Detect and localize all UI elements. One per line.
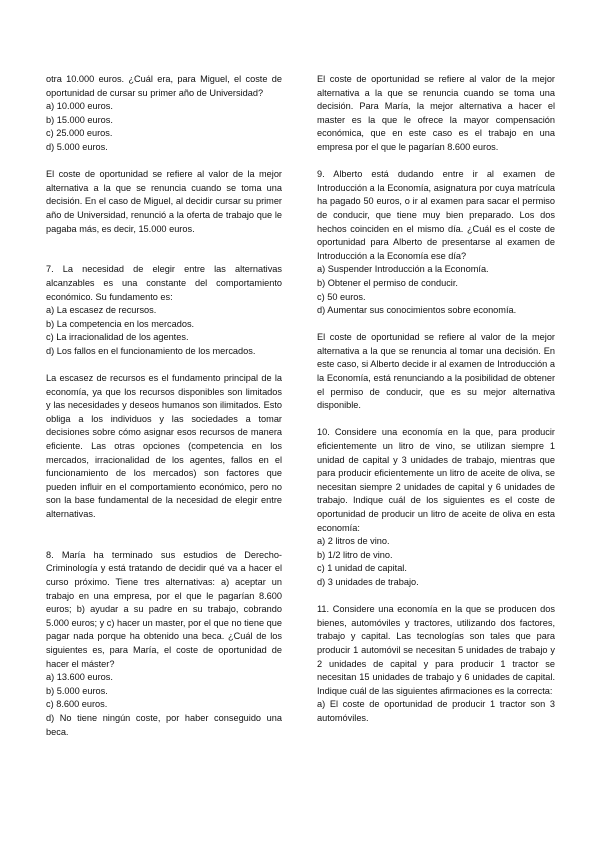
question-10: 10. Considere una economía en la que, para producir eficientemente un litro de vino, se utilizan siempre 1 unidad de capital y 3 unidades de trabajo, mientras que para producir eficientemente un litro de aceite de oliva, se necesitan siempre 2 unidades de capital y 6 unidades de trabajo. Indique cuál de los siguientes es el coste de oportunidad de producir un litro de aceite de oliva en esta economía: <box>317 427 555 533</box>
q7-option-c: c) La irracionalidad de los agentes. <box>46 332 189 343</box>
q6-option-c: c) 25.000 euros. <box>46 128 113 139</box>
q10-option-c: c) 1 unidad de capital. <box>317 563 407 574</box>
question-11: 11. Considere una economía en la que se producen dos bienes, automóviles y tractores, utilizando dos factores, trabajo y capital. Las tecnologías son tales que para producir 1 automóvil se necesitan 5 unidades de trabajo y 2 unidades de capital y para producir 1 tractor se necesitan 15 unidades de trabajo y 6 unidades de capital. Indique cuál de las siguientes afirmaciones es la correcta: <box>317 604 555 696</box>
q9-option-d: d) Aumentar sus conocimientos sobre economía. <box>317 305 517 316</box>
q8-option-d: d) No tiene ningún coste, por haber conseguido una beca. <box>46 712 282 737</box>
q9-option-c: c) 50 euros. <box>317 291 366 302</box>
q7-option-b: b) La competencia en los mercados. <box>46 318 195 329</box>
q6-option-d: d) 5.000 euros. <box>46 141 108 152</box>
q7-option-d: d) Los fallos en el funcionamiento de los mercados. <box>46 345 256 356</box>
q6-option-a: a) 10.000 euros. <box>46 101 113 112</box>
q8-option-b: b) 5.000 euros. <box>46 685 108 696</box>
q7-option-a: a) La escasez de recursos. <box>46 305 157 316</box>
q6-option-b: b) 15.000 euros. <box>46 114 113 125</box>
q7-explanation: La escasez de recursos es el fundamento principal de la economía, ya que los recursos disponibles son limitados y las necesidades y deseos humanos son ilimitados. Esto obliga a los individuos y las sociedades a tomar decisiones sobre cómo asignar esos recursos de manera eficiente. Las otras opciones (competencia en los mercados, irracionalidad de los agentes, fallos en el funcionamiento de los mercados) son factores que pueden influir en el comportamiento económico, pero no son la base fundamental de la necesidad de elegir entre alternativas. <box>46 373 282 519</box>
q11-option-a: a) El coste de oportunidad de producir 1 tractor son 3 automóviles. <box>317 699 555 723</box>
right-column <box>317 73 555 726</box>
q10-option-d: d) 3 unidades de trabajo. <box>317 576 419 587</box>
q10-option-a: a) 2 litros de vino. <box>317 536 390 547</box>
question-7: 7. La necesidad de elegir entre las alternativas alcanzables es una constante del comportamiento económico. Su fundamento es: <box>46 264 282 302</box>
question-9: 9. Alberto está dudando entre ir al examen de Introducción a la Economía, asignatura por cuya matrícula ha pagado 50 euros, o ir al examen para sacar el permiso de conducir, que tiene muy bien preparado. Los dos hechos coinciden en el mismo día. ¿Cuál es el coste de oportunidad para Alberto de presentarse al examen de Introducción a la Economía ese día? <box>317 169 555 261</box>
q10-option-b: b) 1/2 litro de vino. <box>317 549 393 560</box>
q8-option-a: a) 13.600 euros. <box>46 672 113 683</box>
q9-explanation: El coste de oportunidad se refiere al valor de la mejor alternativa a la que se renuncia al tomar una decisión. En este caso, si Alberto decide ir al examen de Introducción a la Economía, está renunciando a la posibilidad de obtener el permiso de conducir, que es su mejor alternativa disponible. <box>317 332 555 411</box>
q9-option-a: a) Suspender Introducción a la Economía. <box>317 264 489 275</box>
q9-option-b: b) Obtener el permiso de conducir. <box>317 277 458 288</box>
q8-option-c: c) 8.600 euros. <box>46 699 108 710</box>
left-column <box>46 73 282 739</box>
question-6-continuation: otra 10.000 euros. ¿Cuál era, para Miguel, el coste de oportunidad de cursar su primer año de Universidad? <box>46 74 282 98</box>
q8-explanation: El coste de oportunidad se refiere al valor de la mejor alternativa a la que se renuncia cuando se toma una decisión. Para María, la mejor alternativa a hacer el master es la que le ofrece la mayor compensación económica, que en este caso es el trabajo en una empresa por el que le pagarían 8.600 euros. <box>317 74 555 152</box>
q6-explanation: El coste de oportunidad se refiere al valor de la mejor alternativa a la que se renuncia cuando se toma una decisión. En el caso de Miguel, al decidir cursar su primer año de Universidad, renunció a la oferta de trabajo que le pagaba más, es decir, 15.000 euros. <box>46 169 282 234</box>
question-8: 8. María ha terminado sus estudios de Derecho-Criminología y está tratando de decidir qué va a hacer el curso próximo. Tiene tres alternativas: a) aceptar un trabajo en una empresa, por el que le pagarían 8.600 euros; b) ayudar a su padre en su trabajo, cobrando 5.000 euros; y c) hacer un master, por el que no tiene que pagar nada porque ha obtenido una beca. ¿Cuál de los siguientes es, para María, el coste de oportunidad de hacer el máster? <box>46 549 282 669</box>
